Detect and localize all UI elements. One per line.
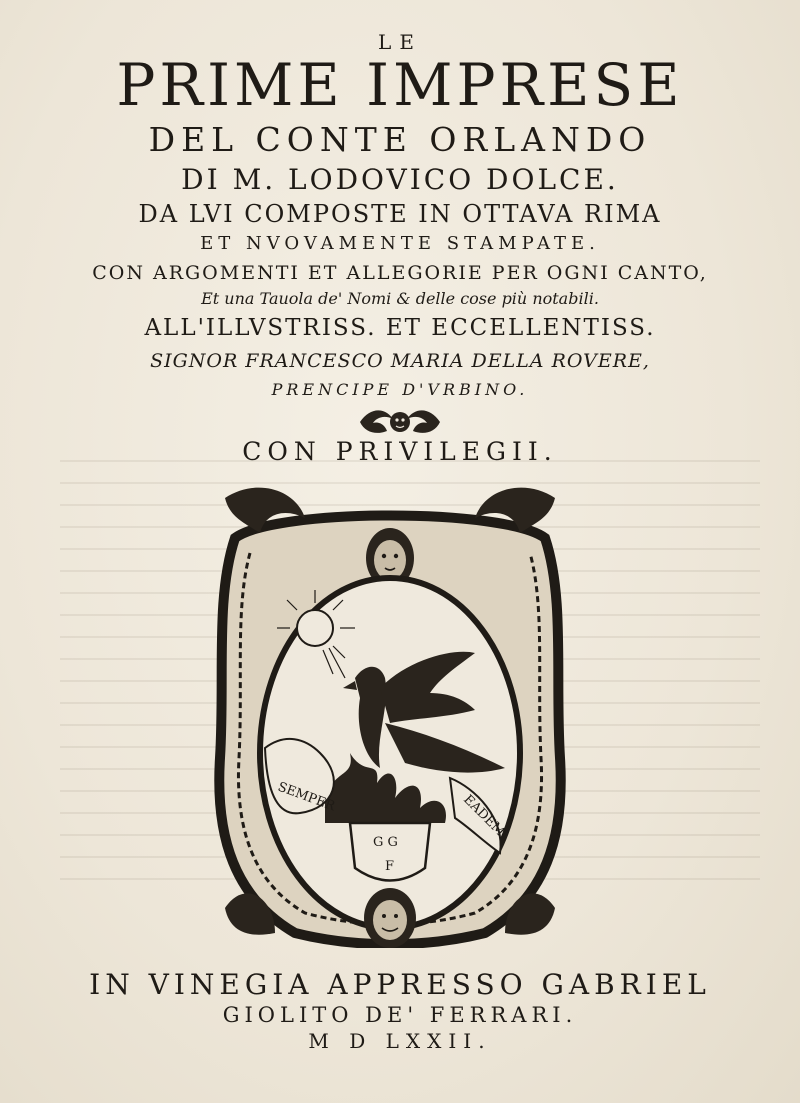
title-line-le: LE: [378, 30, 422, 54]
dedication-line: ALL'ILLVSTRISS. ET ECCELLENTISS.: [144, 315, 656, 341]
imprint-line-2: GIOLITO DE' FERRARI.: [222, 1003, 578, 1027]
contents-line: CON ARGOMENTI ET ALLEGORIE PER OGNI CANTO,: [92, 262, 708, 284]
composition-line: DA LVI COMPOSTE IN OTTAVA RIMA: [138, 200, 662, 228]
imprint-line-1: IN VINEGIA APPRESSO GABRIEL: [89, 968, 711, 1001]
printing-line: ET NVOVAMENTE STAMPATE.: [200, 233, 600, 254]
author-line: DI M. LODOVICO DOLCE.: [181, 163, 619, 196]
device-initials-top: G G: [373, 835, 398, 850]
imprint-date: M D LXXII.: [308, 1029, 492, 1053]
dedicatee-line: SIGNOR FRANCESCO MARIA DELLA ROVERE,: [150, 350, 650, 372]
motto-left: SEMPER: [275, 779, 337, 815]
index-line: Et una Tauola de' Nomi & delle cose più notabili.: [201, 289, 599, 308]
fleuron-ornament: [355, 405, 445, 439]
printer-device-woodcut: [205, 478, 575, 948]
motto-right: EADEM: [460, 792, 508, 840]
dedicatee-title-line: PRENCIPE D'VRBINO.: [271, 380, 529, 399]
title-line-orlando: DEL CONTE ORLANDO: [148, 120, 652, 159]
privilege-line: CON PRIVILEGII.: [242, 437, 558, 466]
device-initial-bottom: F: [385, 859, 395, 874]
main-title: PRIME IMPRESE: [116, 51, 684, 119]
